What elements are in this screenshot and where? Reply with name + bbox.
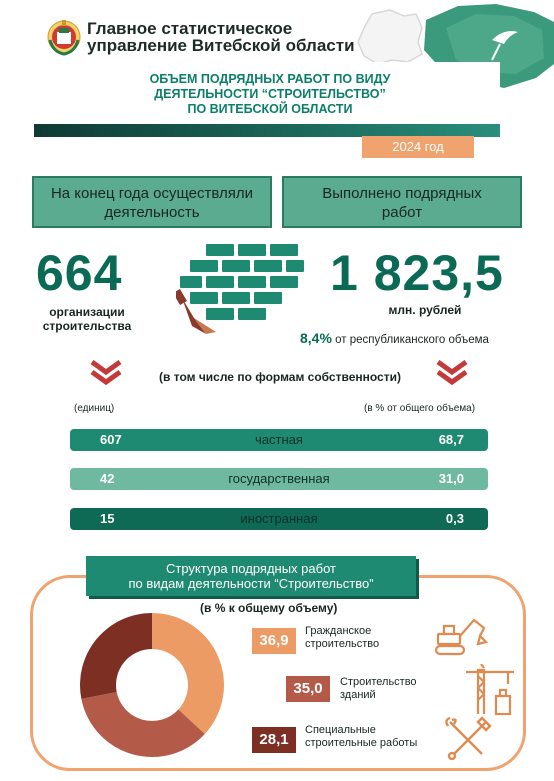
title-line3: ПО ВИТЕБСКОЙ ОБЛАСТИ xyxy=(187,102,353,116)
ownership-percent: 68,7 xyxy=(438,432,464,447)
organizations-header xyxy=(32,176,272,228)
ownership-percent: 31,0 xyxy=(438,471,464,486)
ownership-label: частная xyxy=(255,432,303,447)
structure-title xyxy=(86,556,416,596)
civil-construction-label xyxy=(305,625,379,651)
page-title xyxy=(40,72,500,117)
structure-title-line1: Структура подрядных работ xyxy=(165,561,336,576)
org-name-line2: управление Витебской области xyxy=(87,36,355,55)
building-construction-value: 35,0 xyxy=(286,676,330,702)
works-volume-value: 1 823,5 xyxy=(330,245,504,301)
works-header xyxy=(282,176,522,228)
structure-title-line2: по видам деятельности “Строительство” xyxy=(128,576,374,591)
structure-subtitle: (в % к общему объему) xyxy=(200,601,338,615)
organizations-caption xyxy=(34,305,140,333)
coat-of-arms-icon xyxy=(47,18,81,56)
ownership-row-foreign xyxy=(70,508,488,530)
chevron-down-icon xyxy=(434,360,470,386)
works-header-line2: работ xyxy=(381,204,423,221)
structure-donut-chart xyxy=(78,611,226,759)
civil-construction-value: 36,9 xyxy=(252,628,296,654)
percent-units-label: (в % от общего объема) xyxy=(364,403,476,414)
organizations-header-line1: На конец года осуществляли xyxy=(50,185,254,202)
organizations-caption-line1: организации xyxy=(49,305,125,319)
tower-crane-icon xyxy=(464,664,516,716)
works-volume-unit: млн. рублей xyxy=(388,303,462,317)
wrench-screwdriver-icon xyxy=(442,716,494,760)
works-header-line1: Выполнено подрядных xyxy=(322,185,482,202)
republic-share-text: от республиканского объема xyxy=(331,334,489,346)
special-works-value: 28,1 xyxy=(252,727,296,753)
special-works-label-line1: Специальные xyxy=(305,724,376,736)
civil-construction-slice xyxy=(152,613,224,734)
building-construction-label-line1: Строительство xyxy=(340,676,417,688)
title-line1: ОБЪЕМ ПОДРЯДНЫХ РАБОТ ПО ВИДУ xyxy=(149,72,391,86)
building-construction-label xyxy=(340,676,417,702)
ownership-row-state xyxy=(70,468,488,490)
organizations-header-line2: деятельность xyxy=(104,204,200,221)
ownership-count: 15 xyxy=(100,511,115,526)
building-construction-label-line2: зданий xyxy=(340,689,376,701)
republic-share-line xyxy=(300,330,489,346)
special-works-slice xyxy=(80,613,152,699)
organizations-caption-line2: строительства xyxy=(42,319,132,333)
ownership-label: иностранная xyxy=(240,511,318,526)
ownership-count: 607 xyxy=(100,432,122,447)
civil-construction-label-line2: строительство xyxy=(305,638,380,650)
ownership-row-private xyxy=(70,429,488,451)
civil-construction-label-line1: Гражданское xyxy=(305,625,372,637)
ownership-percent: 0,3 xyxy=(445,511,464,526)
special-works-label-line2: строительные работы xyxy=(305,737,418,749)
ownership-label: государственная xyxy=(228,471,330,486)
organization-name xyxy=(87,20,355,54)
chevron-down-icon xyxy=(88,360,124,386)
org-name-line1: Главное статистическое xyxy=(87,19,293,38)
header xyxy=(0,0,554,130)
units-label: (единиц) xyxy=(74,403,115,414)
excavator-icon xyxy=(434,612,490,658)
republic-share-value: 8,4% xyxy=(300,330,332,346)
organizations-count: 664 xyxy=(36,245,123,301)
ownership-count: 42 xyxy=(100,471,115,486)
ownership-heading: (в том числе по формам собственности) xyxy=(159,370,401,384)
year-badge: 2024 год xyxy=(362,136,474,158)
special-works-label xyxy=(305,724,417,750)
brick-wall-trowel-icon xyxy=(176,240,306,340)
title-line2: ДЕЯТЕЛЬНОСТИ “СТРОИТЕЛЬСТВО” xyxy=(154,87,386,101)
